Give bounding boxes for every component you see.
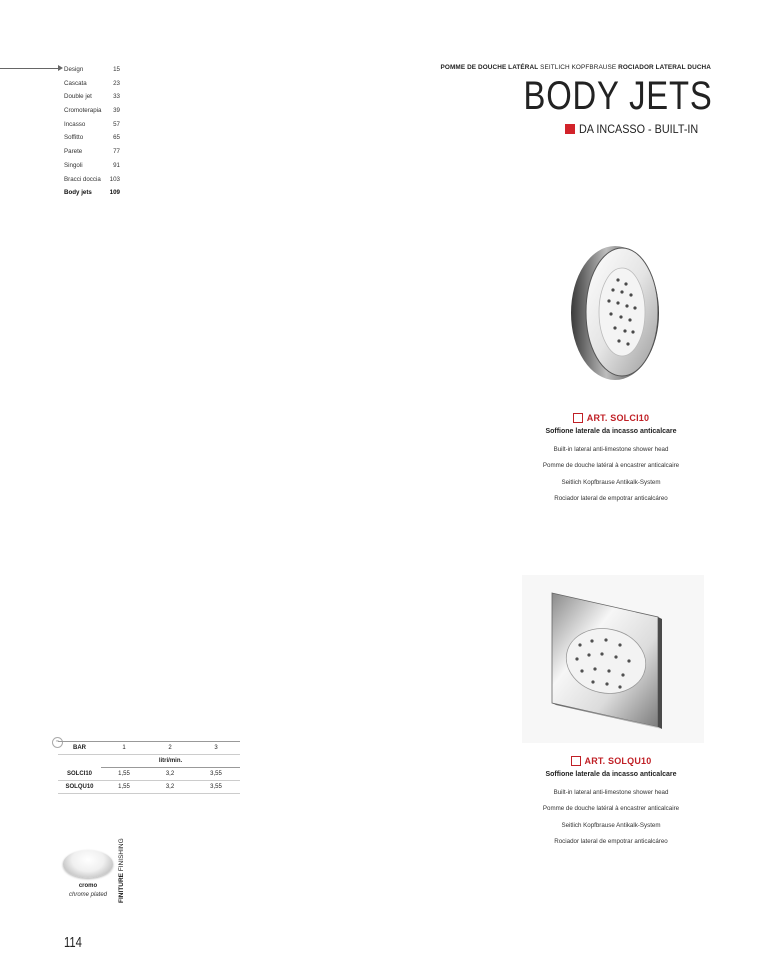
table-of-contents — [64, 63, 120, 200]
toc-item-body-jets[interactable]: Body jets 109 — [64, 189, 120, 197]
flow-rate-icon: ≈ — [52, 737, 63, 748]
red-square-icon — [565, 124, 575, 134]
finish-label-en: FINISHING — [118, 838, 125, 872]
product-name-it: Soffione laterale da incasso anticalcare — [545, 771, 677, 778]
product-code: ART. SOLQU10 — [584, 756, 652, 766]
table-unit: litri/min. — [101, 755, 240, 768]
product-name-de: Seitlich Kopfbrause Antikalk-System — [561, 478, 661, 486]
toc-item-parete[interactable]: Parete 77 — [64, 148, 120, 156]
table-header-cell: 1 — [122, 745, 126, 751]
product-name-fr: Pomme de douche latéral à encastrer anticalcaire — [542, 462, 680, 470]
product-name-de: Seitlich Kopfbrause Antikalk-System — [561, 821, 661, 829]
subtitle-text: DA INCASSO - BUILT-IN — [578, 122, 698, 136]
product-name-es: Rociador lateral de empotrar anticalcáreo — [554, 837, 668, 845]
table-cell: 1,55 — [118, 784, 130, 790]
finish-name-en: chrome plated — [68, 892, 108, 898]
table-header-cell: 2 — [168, 745, 172, 751]
nav-indicator-line — [0, 68, 60, 69]
table-cell: SOLQU10 — [65, 784, 94, 790]
finish-section-label — [118, 838, 125, 903]
checkbox-icon[interactable] — [571, 756, 581, 766]
product-image-solci10 — [560, 240, 670, 385]
table-cell: 3,2 — [165, 771, 175, 777]
product-name-en: Built-in lateral anti-limestone shower head — [553, 789, 669, 796]
table-header-cell: BAR — [73, 745, 86, 751]
section-translations — [441, 64, 711, 71]
toc-item-incasso[interactable]: Incasso 57 — [64, 120, 120, 128]
section-label-es: ROCIADOR LATERAL DUCHA — [618, 64, 711, 71]
toc-item-cromoterapia[interactable]: Cromoterapia 39 — [64, 107, 120, 115]
toc-item-singoli[interactable]: Singoli 91 — [64, 161, 120, 169]
product-name-fr: Pomme de douche latéral à encastrer anticalcaire — [542, 805, 680, 813]
toc-item-design[interactable]: Design 15 — [64, 66, 120, 73]
toc-item-double-jet[interactable]: Double jet 33 — [64, 93, 120, 101]
finish-label-it: FINITURE — [118, 873, 125, 903]
toc-item-soffitto[interactable]: Soffitto 65 — [64, 134, 120, 142]
table-header-cell: 3 — [214, 745, 218, 751]
nav-arrow-icon — [58, 65, 63, 71]
toc-item-bracci-doccia[interactable]: Bracci doccia 103 — [64, 175, 120, 183]
table-cell: 1,55 — [118, 771, 130, 777]
section-label-de: SEITLICH KOPFBRAUSE — [540, 64, 617, 71]
table-cell: 3,55 — [210, 784, 222, 790]
table-header-row — [58, 741, 240, 755]
table-row — [58, 768, 240, 781]
page-title: BODY JETS — [523, 74, 713, 118]
table-cell: 3,55 — [210, 771, 222, 777]
product-image-solqu10 — [522, 575, 704, 743]
page-number: 114 — [64, 934, 82, 951]
section-label-fr: POMME DE DOUCHE LATÉRAL — [440, 64, 539, 71]
product-name-it: Soffione laterale da incasso anticalcare — [545, 428, 677, 435]
table-cell: SOLCI10 — [66, 771, 92, 777]
flow-rate-table — [58, 741, 240, 794]
product-solci10 — [520, 413, 702, 507]
finish-name: cromo — [78, 883, 98, 889]
table-row — [58, 781, 240, 794]
toc-item-cascata[interactable]: Cascata 23 — [64, 79, 120, 87]
checkbox-icon[interactable] — [573, 413, 583, 423]
product-name-es: Rociador lateral de empotrar anticalcáreo — [554, 494, 668, 502]
product-name-en: Built-in lateral anti-limestone shower head — [553, 446, 669, 453]
product-code: ART. SOLCI10 — [586, 413, 650, 423]
finish-swatch-chrome[interactable] — [63, 850, 113, 878]
page-subtitle — [565, 122, 711, 136]
table-cell: 3,2 — [165, 784, 175, 790]
product-solqu10 — [520, 756, 702, 850]
